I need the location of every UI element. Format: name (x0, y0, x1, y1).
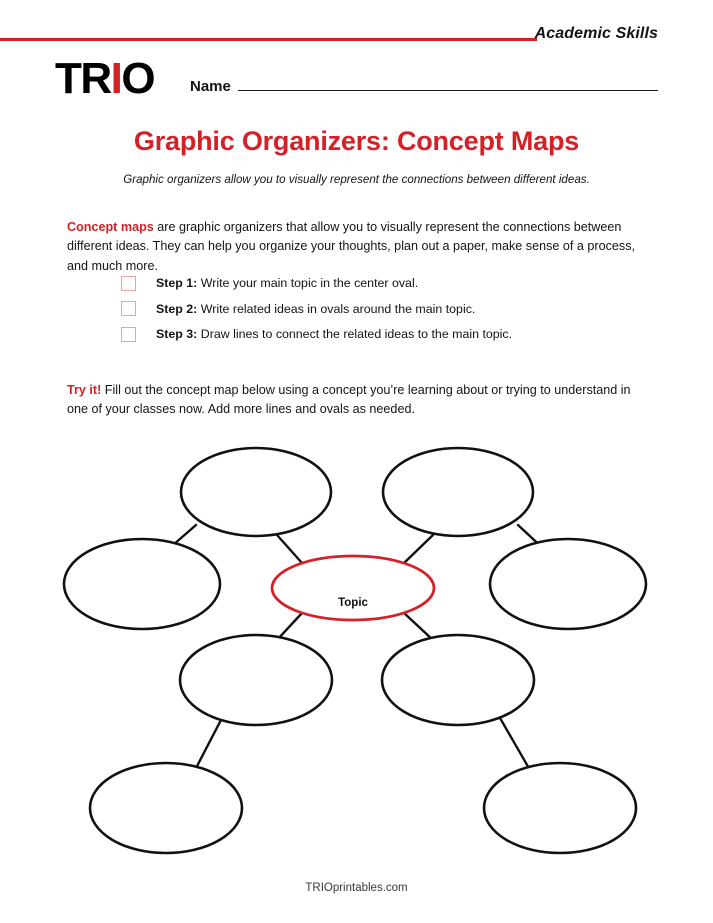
oval-upper-right[interactable] (383, 448, 533, 536)
oval-lower-right[interactable] (382, 635, 534, 725)
step-1-label-bold: Step 1: (156, 276, 198, 290)
name-field-row (190, 74, 658, 95)
concept-map-ovals (64, 448, 646, 853)
oval-right[interactable] (490, 539, 646, 629)
intro-paragraph (67, 218, 647, 277)
step-item (121, 298, 641, 320)
name-label: Name (190, 78, 231, 95)
concept-map-center-label: Topic (338, 597, 368, 609)
step-2-label (156, 302, 475, 316)
footer-url: TRIOprintables.com (305, 882, 408, 894)
header-category-label: Academic Skills (534, 25, 658, 42)
header-rule (0, 38, 537, 41)
logo-text-i-accent: I (110, 54, 122, 103)
try-it-body-text: Fill out the concept map below using a concept you’re learning about or trying to understand in one of your classes now. Add more lines and ovals as needed. (67, 382, 631, 417)
page-subtitle: Graphic organizers allow you to visually represent the connections between different ideas. (123, 173, 590, 186)
try-it-lead: Try it! (67, 382, 102, 397)
intro-lead-term: Concept maps (67, 219, 154, 234)
logo-text-o: O (121, 54, 155, 103)
oval-lower-left[interactable] (180, 635, 332, 725)
connector-center-to-upper-right (404, 535, 433, 563)
step-item (121, 272, 641, 294)
oval-bottom-left[interactable] (90, 763, 242, 853)
trio-logo (55, 54, 155, 103)
oval-bottom-right[interactable] (484, 763, 636, 853)
logo-text-tr: TR (55, 54, 111, 103)
connector-lower-right-to-bottom-right (500, 718, 530, 770)
connector-lower-left-to-bottom-left (195, 718, 222, 770)
step-2-label-rest: Write related ideas in ovals around the main topic. (197, 301, 476, 316)
step-1-label (156, 276, 418, 290)
step-2-label-bold: Step 2: (156, 301, 198, 316)
oval-upper-left[interactable] (181, 448, 331, 536)
connector-center-to-lower-left (277, 613, 302, 640)
connector-center-to-lower-right (404, 613, 433, 640)
try-it-paragraph (67, 381, 647, 420)
intro-body-text: are graphic organizers that allow you to visually represent the connections between different ideas. They can help you organize your thoughts, plan out a paper, make sense of a process, and much more. (67, 219, 636, 273)
step-1-checkbox[interactable] (121, 276, 136, 291)
step-1-label-rest: Write your main topic in the center oval. (197, 276, 419, 290)
step-3-label (156, 327, 512, 341)
step-3-label-rest: Draw lines to connect the related ideas to the main topic. (197, 327, 513, 341)
concept-map-diagram (0, 430, 713, 860)
oval-left[interactable] (64, 539, 220, 629)
connector-center-to-upper-left (277, 535, 302, 563)
step-3-checkbox[interactable] (121, 327, 136, 342)
name-input-line[interactable] (238, 74, 658, 91)
steps-list (121, 272, 641, 349)
step-2-checkbox[interactable] (121, 301, 136, 316)
step-item (121, 323, 641, 345)
page-title: Graphic Organizers: Concept Maps (133, 126, 580, 156)
center-oval-topic[interactable] (272, 556, 434, 620)
step-3-label-bold: Step 3: (156, 327, 198, 341)
